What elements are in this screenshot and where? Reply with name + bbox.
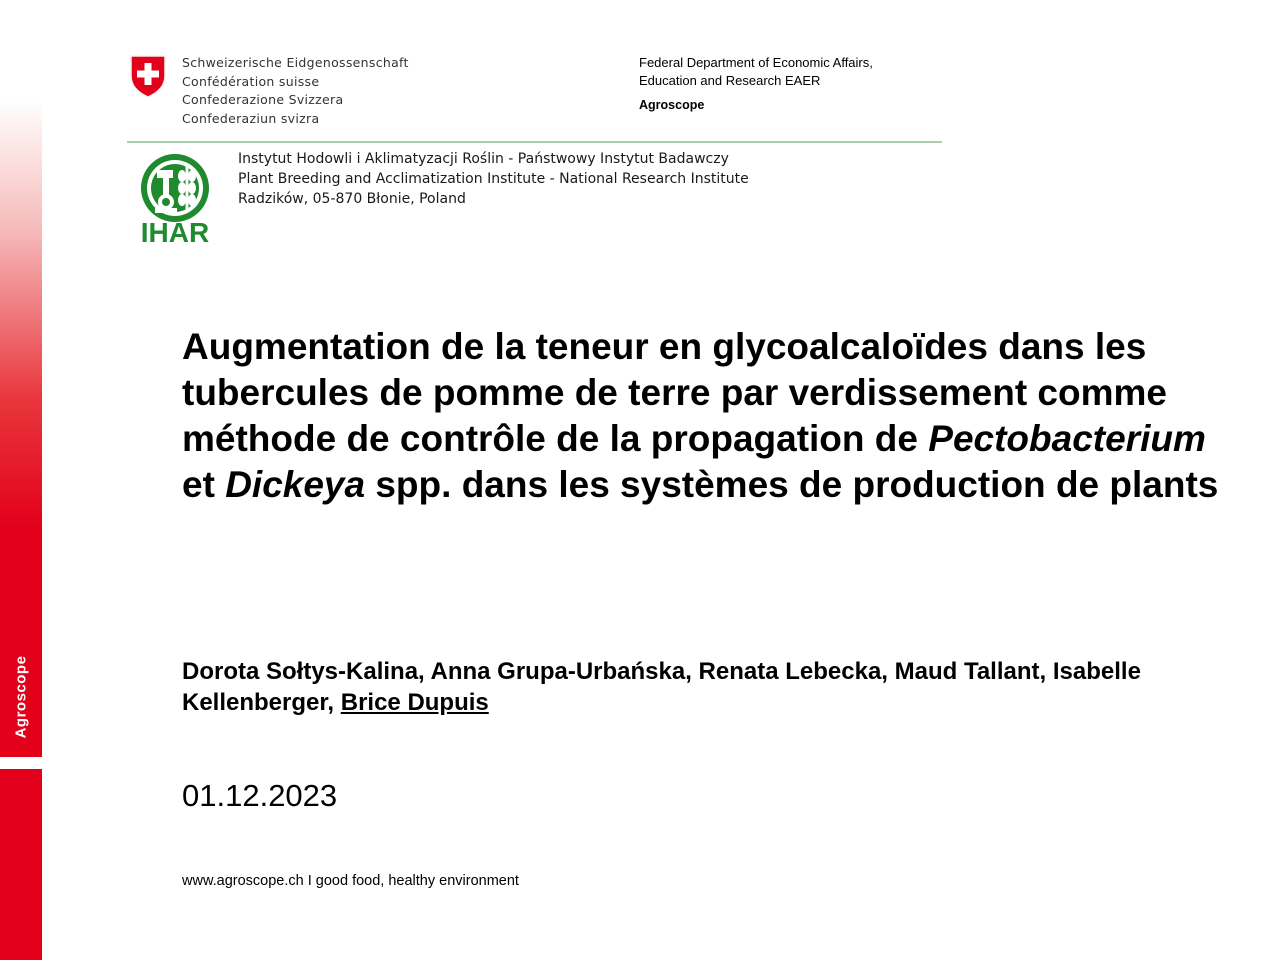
title-part-3: spp. dans les systèmes de production de plants <box>365 464 1219 505</box>
presentation-title <box>182 324 1242 508</box>
confederation-names <box>182 54 409 128</box>
confederation-name-rm: Confederaziun svizra <box>182 110 320 126</box>
department-block <box>639 54 873 114</box>
authors-text: Dorota Sołtys-Kalina, Anna Grupa-Urbańska, Renata Lebecka, Maud Tallant, Isabelle Kellenberger, <box>182 658 1141 716</box>
department-office: Agroscope <box>639 98 705 112</box>
swiss-coat-of-arms-icon <box>129 54 167 98</box>
presentation-date: 01.12.2023 <box>182 778 338 813</box>
title-part-1: Augmentation de la teneur en glycoalcaloïdes dans les tubercules de pomme de terre par verdissement comme méthode de contrôle de la propagation de <box>182 326 1167 459</box>
department-line-1: Federal Department of Economic Affairs, <box>639 55 873 70</box>
footer-website: www.agroscope.ch I good food, healthy environment <box>182 873 519 889</box>
confederation-name-de: Schweizerische Eidgenossenschaft <box>182 55 409 70</box>
side-bar <box>0 0 42 960</box>
side-bar-label: Agroscope <box>12 655 30 739</box>
title-genus-dickeya: Dickeya <box>225 464 366 505</box>
ihar-institute-info <box>238 149 749 209</box>
confederation-name-it: Confederazione Svizzera <box>182 92 344 107</box>
ihar-name-polish: Instytut Hodowli i Aklimatyzacji Roślin - Państwowy Instytut Badawczy <box>238 151 729 167</box>
ihar-name-english: Plant Breeding and Acclimatization Institute - National Research Institute <box>238 171 749 187</box>
header-divider <box>127 141 942 143</box>
ihar-emblem-icon <box>141 154 209 222</box>
presenting-author: Brice Dupuis <box>340 689 489 716</box>
ihar-address: Radzików, 05-870 Błonie, Poland <box>238 191 466 207</box>
confederation-name-fr: Confédération suisse <box>182 73 320 89</box>
side-bar-bottom <box>0 769 42 960</box>
ihar-logo <box>127 152 223 244</box>
side-bar-gap <box>0 757 42 769</box>
title-part-2: et <box>182 464 226 505</box>
title-genus-pectobacterium: Pectobacterium <box>928 418 1206 459</box>
ihar-logo-text: IHAR <box>140 217 210 244</box>
department-line-2: Education and Research EAER <box>639 73 821 88</box>
author-list <box>182 656 1242 718</box>
